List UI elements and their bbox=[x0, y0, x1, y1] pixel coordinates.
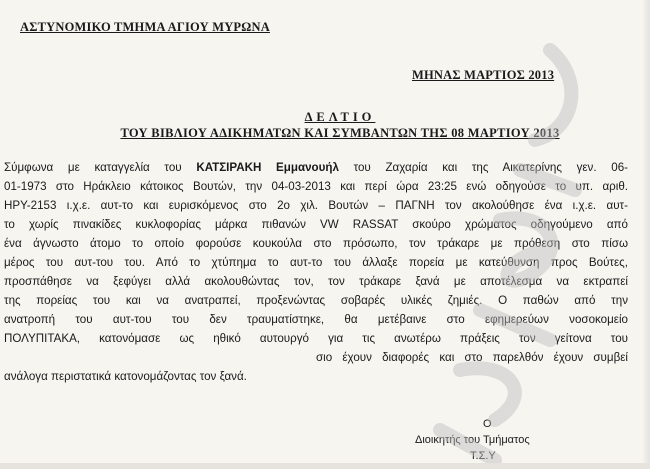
body-line: ΗΡΥ-2153 ι.χ.ε. αυτ-το και ευρισκόμενος στο 2ο χιλ. Βουτών – ΠΑΓΝΗ τον ακολούθησε ένα ι.χ.ε. αυτ- bbox=[4, 199, 628, 212]
scan-bottom-edge bbox=[0, 463, 650, 469]
report-month: ΜΗΝΑΣ ΜΑΡΤΙΟΣ 2013 bbox=[412, 68, 555, 82]
document-title: ΔΕΛΤΙΟ bbox=[304, 110, 376, 124]
body-line: Σύμφωνα με καταγγελία του ΚΑΤΣΙΡΑΚΗ Εμμανουήλ του Ζαχαρία και της Αικατερίνης γεν. 06- bbox=[4, 161, 629, 174]
body-line: της πορείας του και να ανατραπεί, προξενώντας σοβαρές υλικές ζημιές. Ο παθών από την bbox=[4, 294, 628, 307]
body-line: ανάλογα περιστατικά κατονομάζοντας τον ξανά. bbox=[4, 370, 247, 383]
body-line: 01-1973 στο Ηράκλειο κάτοικος Βουτών, την 04-03-2013 και περί ώρα 23:25 ενώ οδηγούσε το υπ. αριθ. bbox=[4, 180, 628, 193]
body-line: μέρος του αυτ-του του. Από το χτύπημα το αυτ-το του άλλαξε πορεία με κατεύθυνση προς Βούτες, bbox=[4, 256, 628, 269]
redacted-region bbox=[6, 383, 318, 398]
scan-edge-shadow bbox=[642, 0, 650, 469]
agency-name: ΑΣΤΥΝΟΜΙΚΟ ΤΜΗΜΑ ΑΓΙΟΥ ΜΥΡΩΝΑ bbox=[20, 20, 270, 34]
body-line: ένα άγνωστο άτομο το οποίο φορούσε κουκούλα στο πρόσωπο, τον τράκαρε με πρόθεση στο πίσω bbox=[4, 237, 628, 250]
body-line: ανατροπή του αυτ-του του δεν τραυματίστηκε, θα μετέβαινε στο εφημερεύων νοσοκομείο bbox=[4, 313, 628, 326]
report-body bbox=[4, 158, 628, 386]
body-line: ΠΟΛΥΠΙΤΑΚΑ, κατονόμασε ως ηθικό αυτουργό για τις ανωτέρω πράξεις τον γείτονα του bbox=[4, 332, 628, 345]
body-line: το χωρίς πινακίδες κυκλοφορίας μάρκα πιθανών VW RASSAT σκούρο χρώματος οδηγούμενο από bbox=[4, 218, 628, 231]
signature-role: Διοικητής του Τμήματος bbox=[415, 434, 530, 446]
document-subtitle: ΤΟΥ ΒΙΒΛΙΟΥ ΑΔΙΚΗΜΑΤΩΝ ΚΑΙ ΣΥΜΒΑΝΤΩΝ ΤΗΣ 08 ΜΑΡΤΙΟΥ 2013 bbox=[120, 126, 560, 140]
signature-rank: Τ.Σ.Υ bbox=[470, 450, 496, 462]
body-line: προσπάθησε να ξεφύγει αλλά ακολουθώντας τον, τον τράκαρε ξανά με αποτέλεσμα να εκτραπεί bbox=[4, 275, 628, 288]
body-line: σιο έχουν διαφορές και στο παρελθόν έχουν συμβεί bbox=[316, 351, 628, 364]
signature-o: Ο bbox=[483, 418, 492, 430]
complainant-name: ΚΑΤΣΙΡΑΚΗ Εμμανουήλ bbox=[196, 161, 339, 174]
